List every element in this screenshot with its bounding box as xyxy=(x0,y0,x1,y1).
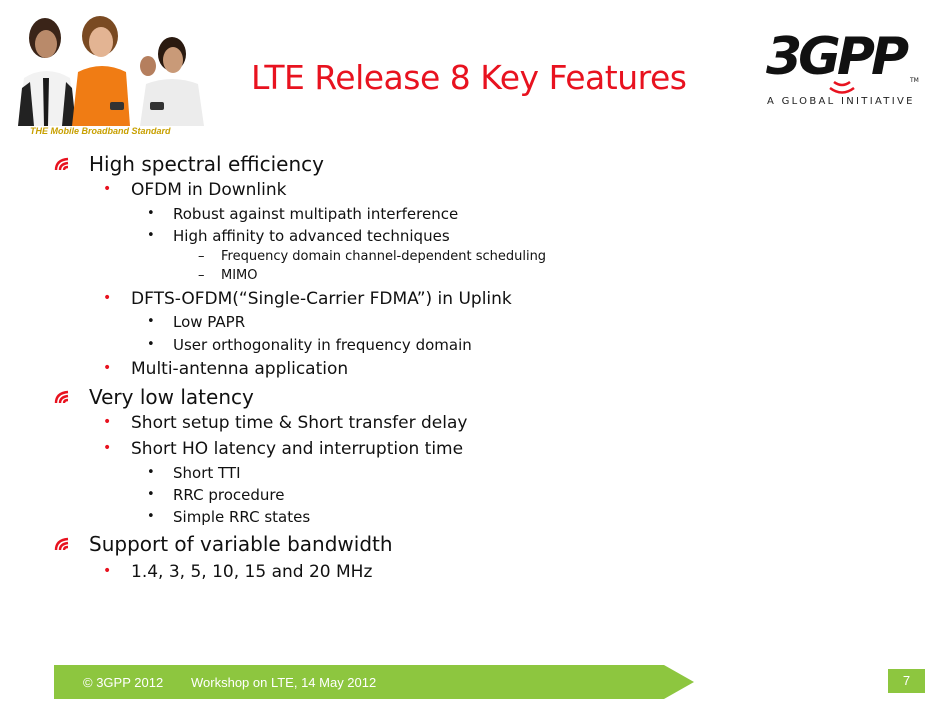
sub-bullet-item: RRC procedure xyxy=(173,486,285,504)
dash-bullet: – xyxy=(198,268,205,283)
sub-sub-bullet-item: Frequency domain channel-dependent scheduling xyxy=(221,249,547,264)
black-bullet: • xyxy=(147,314,155,329)
sub-sub-bullet-item: MIMO xyxy=(221,268,258,283)
slide-title: LTE Release 8 Key Features xyxy=(251,58,687,97)
signal-wave-icon xyxy=(54,156,76,172)
page-number: 7 xyxy=(888,669,925,693)
black-bullet: • xyxy=(147,228,155,243)
bullet-item: Short setup time & Short transfer delay xyxy=(131,413,468,433)
logo-subtitle: A GLOBAL INITIATIVE xyxy=(767,96,915,107)
footer-copyright: © 3GPP 2012 xyxy=(83,675,164,690)
footer-event: Workshop on LTE, 14 May 2012 xyxy=(191,675,377,690)
bullet-item: DFTS-OFDM(“Single-Carrier FDMA”) in Uplink xyxy=(131,289,512,309)
black-bullet: • xyxy=(147,465,155,480)
bullet-item: Multi-antenna application xyxy=(131,359,349,379)
logo-tm: TM xyxy=(910,77,919,84)
sub-bullet-item: User orthogonality in frequency domain xyxy=(173,336,472,354)
section-heading: High spectral efficiency xyxy=(89,152,324,176)
black-bullet: • xyxy=(147,509,155,524)
red-bullet: • xyxy=(103,440,112,456)
bullet-item: Short HO latency and interruption time xyxy=(131,439,464,459)
section-heading: Support of variable bandwidth xyxy=(89,532,393,556)
red-bullet: • xyxy=(103,360,112,376)
sub-bullet-item: High affinity to advanced techniques xyxy=(173,227,450,245)
sub-bullet-item: Low PAPR xyxy=(173,313,246,331)
sub-bullet-item: Robust against multipath interference xyxy=(173,205,459,223)
logo-wordmark: 3GPP xyxy=(766,27,906,87)
red-bullet: • xyxy=(103,290,112,306)
signal-wave-icon xyxy=(54,536,76,552)
red-bullet: • xyxy=(103,563,112,579)
bullet-item: OFDM in Downlink xyxy=(131,180,287,200)
section-heading: Very low latency xyxy=(89,385,254,409)
signal-wave-icon xyxy=(54,389,76,405)
sub-bullet-item: Short TTI xyxy=(173,464,241,482)
red-bullet: • xyxy=(103,414,112,430)
tagline: THE Mobile Broadband Standard xyxy=(30,126,171,136)
bullet-item: 1.4, 3, 5, 10, 15 and 20 MHz xyxy=(131,562,373,582)
black-bullet: • xyxy=(147,487,155,502)
sub-bullet-item: Simple RRC states xyxy=(173,508,311,526)
black-bullet: • xyxy=(147,206,155,221)
dash-bullet: – xyxy=(198,249,205,264)
red-bullet: • xyxy=(103,181,112,197)
black-bullet: • xyxy=(147,337,155,352)
